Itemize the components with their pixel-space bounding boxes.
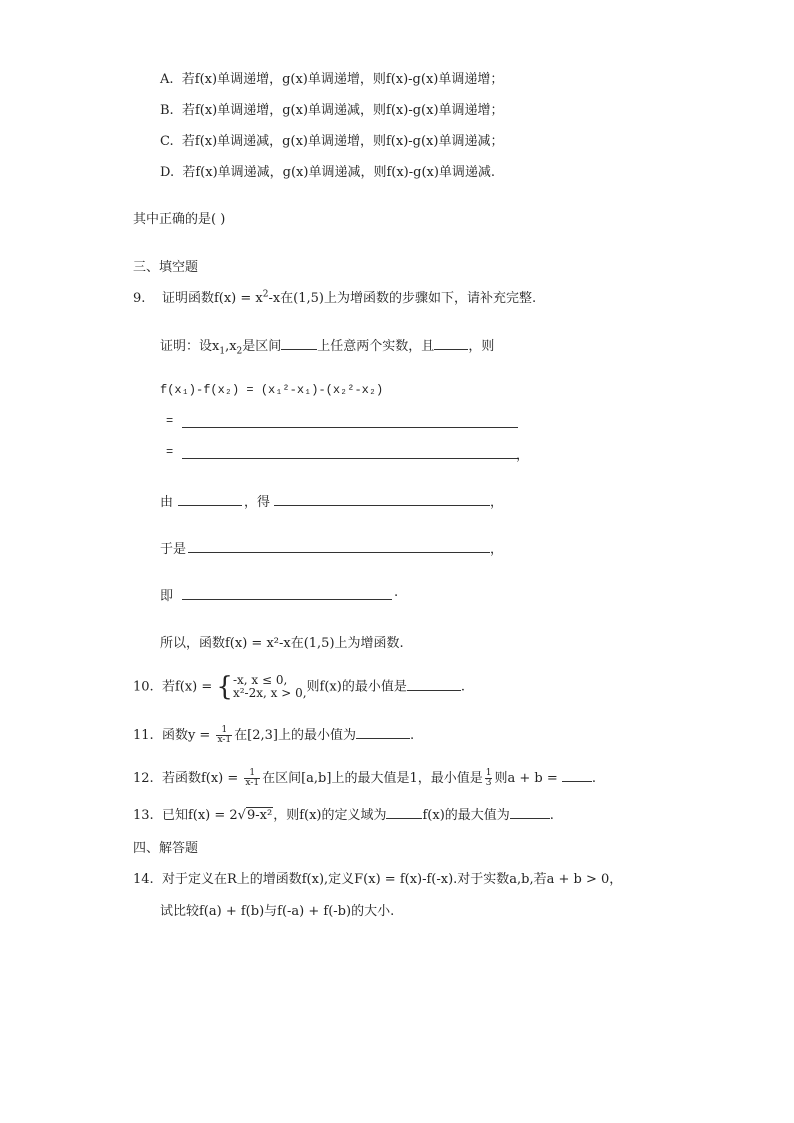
question-number: 13.: [133, 808, 154, 823]
question-number: 12.: [133, 771, 154, 786]
q9-conclusion: 所以，函数f(x) = x²-x在(1,5)上为增函数.: [160, 636, 404, 651]
option-letter: D.: [160, 165, 175, 180]
q12-text: 在区间[a,b]上的最大值是1，最小值是: [262, 771, 483, 786]
ji-label: 即: [160, 589, 174, 604]
proof-line: [160, 335, 494, 357]
de-label: ，得: [244, 495, 271, 510]
comma: ，: [490, 495, 504, 510]
diff-left: f(x₁)-f(x₂) =: [160, 383, 261, 397]
option-d: [160, 161, 495, 180]
blank-maximum[interactable]: [510, 818, 550, 819]
option-letter: C.: [160, 134, 174, 149]
numerator: 1: [244, 769, 260, 779]
option-text: 若f(x)单调递减，g(x)单调递减，则f(x)-g(x)单调递减.: [182, 165, 496, 180]
option-c: [160, 130, 503, 149]
q13-text: 已知f(x) = 2: [161, 808, 238, 823]
numerator: 1: [216, 726, 232, 736]
q9-exponent: 2: [262, 289, 269, 300]
subscript: 2: [236, 346, 243, 357]
option-text: 若f(x)单调递增，g(x)单调递减，则f(x)-g(x)单调递增；: [181, 103, 504, 118]
piecewise-cases: [233, 674, 307, 700]
question-11: [133, 724, 414, 745]
q14-text: 对于定义在R上的增函数f(x),定义F(x) = f(x)-f(-x).对于实数a,b,若a + b > 0，: [161, 872, 623, 887]
q11-text: 在[2,3]上的最小值为: [234, 728, 356, 743]
difference-line: [160, 383, 383, 397]
option-letter: A.: [160, 72, 174, 87]
proof-text: 上任意两个实数，且: [317, 339, 435, 354]
option-text: 若f(x)单调递增，g(x)单调递增，则f(x)-g(x)单调递增；: [181, 72, 504, 87]
denominator: 3: [485, 778, 492, 788]
section-heading-answer: 四、解答题: [133, 841, 199, 856]
period: .: [409, 728, 415, 743]
q14-line-2: 试比较f(a) + f(b)与f(-a) + f(-b)的大小.: [160, 904, 395, 919]
question-number: 11.: [133, 728, 154, 743]
you-label: 由: [160, 495, 174, 510]
denominator: x-1: [245, 778, 260, 788]
option-letter: B.: [160, 103, 174, 118]
q13-text: ，则f(x)的定义域为: [273, 808, 387, 823]
eq-sign: =: [166, 445, 174, 459]
period: .: [549, 808, 554, 823]
fraction: [216, 726, 232, 745]
case-1: -x, x ≤ 0,: [232, 673, 288, 687]
fraction: [244, 769, 260, 788]
q10-text: 若f(x) =: [161, 679, 217, 695]
diff-right: (x₁²-x₁)-(x₂²-x₂): [260, 383, 384, 397]
blank-domain[interactable]: [386, 818, 422, 819]
blank-namely[interactable]: [182, 599, 392, 600]
case-2: x²-2x, x > 0,: [232, 686, 307, 700]
comma: ，: [516, 448, 530, 463]
question-number: 10.: [133, 679, 154, 695]
option-a: [160, 68, 503, 87]
blank-step-1[interactable]: [182, 427, 518, 428]
q9-text: 证明函数f(x) = x: [161, 291, 263, 306]
q12-text: 则a + b =: [494, 771, 562, 786]
q11-text: 函数y =: [161, 728, 215, 743]
comma: ，: [490, 542, 504, 557]
option-text: 若f(x)单调递减，g(x)单调递增，则f(x)-g(x)单调递减；: [181, 134, 504, 149]
period: .: [591, 771, 596, 786]
subscript: 1: [219, 346, 226, 357]
q13-text: f(x)的最大值为: [422, 808, 510, 823]
option-b: [160, 99, 504, 118]
proof-text: 是区间: [242, 339, 282, 354]
question-10: [133, 674, 465, 700]
question-14: [133, 868, 622, 887]
question-number: 9.: [133, 291, 146, 306]
eq-sign: =: [166, 414, 174, 428]
question-13: [133, 804, 554, 823]
brace-icon: {: [216, 672, 233, 702]
question-9: [133, 287, 536, 306]
proof-text: ，则: [468, 339, 495, 354]
q9-text: -x在(1,5)上为增函数的步骤如下，请补充完整.: [268, 291, 537, 306]
blank-therefore[interactable]: [188, 552, 490, 553]
sqrt-icon: √: [237, 808, 246, 823]
radicand: 9-x²: [246, 808, 273, 823]
question-number: 14.: [133, 872, 154, 887]
blank-because[interactable]: [178, 505, 242, 506]
blank-answer[interactable]: [407, 690, 461, 691]
blank-interval[interactable]: [281, 349, 317, 350]
section-heading-fill-in: 三、填空题: [133, 260, 199, 275]
blank-answer[interactable]: [356, 738, 410, 739]
proof-text: 证明：设x: [160, 339, 220, 354]
proof-text: ,x: [225, 339, 237, 354]
yushi-label: 于是: [160, 542, 187, 557]
q10-text: 则f(x)的最小值是: [306, 679, 407, 695]
blank-step-2[interactable]: [182, 458, 518, 459]
blank-answer[interactable]: [562, 781, 592, 782]
period: .: [460, 679, 465, 695]
question-12: [133, 767, 596, 788]
q12-text: 若函数f(x) =: [161, 771, 243, 786]
denominator: x-1: [217, 735, 232, 745]
blank-get[interactable]: [274, 505, 490, 506]
blank-condition[interactable]: [434, 349, 468, 350]
numerator: 1: [485, 768, 492, 778]
fraction: [485, 769, 493, 788]
question-tail: 其中正确的是( ): [133, 212, 226, 227]
period: .: [394, 585, 399, 600]
